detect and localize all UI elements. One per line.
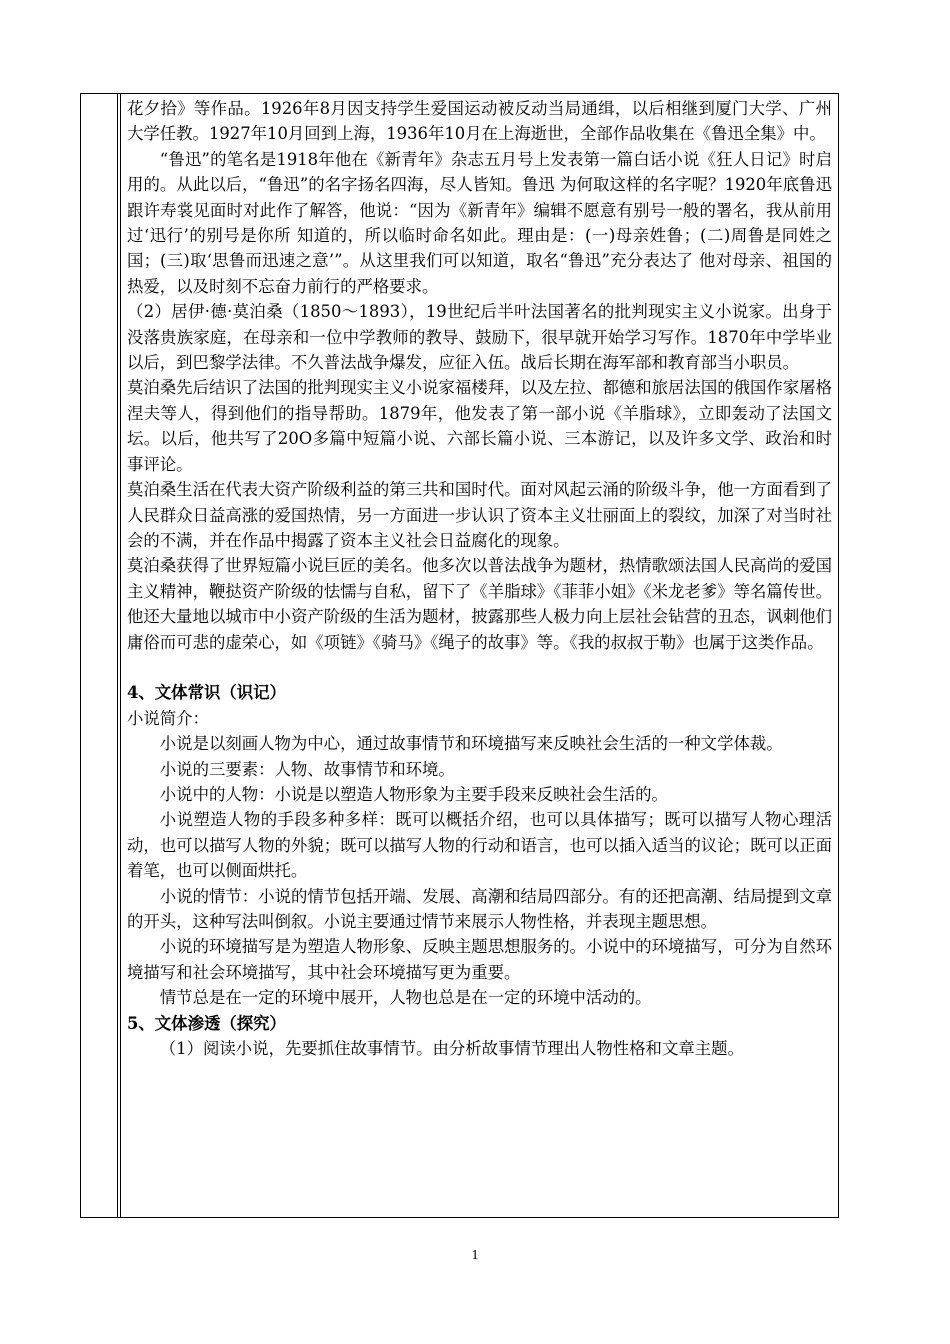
paragraph-maupassant-works: 莫泊桑获得了世界短篇小说巨匠的美名。他多次以普法战争为题材，热情歌颂法国人民高尚的爱国主义精神，鞭挞资产阶级的怯懦与自私，留下了《羊脂球》《菲菲小姐》《米龙老爹》等名篇传世。他还大量地以城市中小资产阶级的生活为题材，披露那些人极力向上层社会钻营的丑态，讽刺他们庸俗而可悲的虚荣心，如《项链》《骑马》《绳子的故事》等。《我的叔叔于勒》也属于这类作品。 xyxy=(127,556,832,652)
page-number: 1 xyxy=(471,1248,479,1263)
paragraph-three-elements: 小说的三要素：人物、故事情节和环境。 xyxy=(159,759,455,779)
section-heading-genre-knowledge: 4、文体常识（识记） xyxy=(127,683,286,703)
paragraph-novel-intro-label: 小说简介： xyxy=(127,708,209,728)
paragraph-pen-name-origin: “鲁迅”的笔名是1918年他在《新青年》杂志五月号上发表第一篇白话小说《狂人日记》时启用的。从此以后，“鲁迅”的名字扬名四海，尽人皆知。鲁迅 为何取这样的名字呢？1920年底鲁迅跟许寿裳见面时对此作了解答，他说：“因为《新青年》编辑不愿意有别号一般的署名，我从前用过‘迅行’的别号是你所 知道的，所以临时命名如此。理由是：(一)母亲姓鲁；(二)周鲁是同姓之国；(三)取‘思鲁而迅速之意’”。从这里我们可以知道，取名“鲁迅”充分表达了 他对母亲、祖国的热爱，以及时刻不忘奋力前行的严格要求。 xyxy=(127,149,832,296)
paragraph-environment: 小说的环境描写是为塑造人物形象、反映主题思想服务的。小说中的环境描写，可分为自然环境描写和社会环境描写，其中社会环境描写更为重要。 xyxy=(127,937,832,982)
paragraph-maupassant-bio: （2）居伊·德·莫泊桑（1850～1893），19世纪后半叶法国著名的批判现实主义小说家。出身于没落贵族家庭，在母亲和一位中学教师的教导、鼓励下，很早就开始学习写作。1870年中学毕业以后，到巴黎学法律。不久普法战争爆发，应征入伍。战后长期在海军部和教育部当小职员。 xyxy=(127,302,832,373)
paragraph-novel-definition: 小说是以刻画人物为中心，通过故事情节和环境描写来反映社会生活的一种文学体裁。 xyxy=(159,734,783,754)
paragraph-lu-xun-works: 花夕拾》等作品。1926年8月因支持学生爱国运动被反动当局通缉，以后相继到厦门大学、广州大学任教。1927年10月回到上海，1936年10月在上海逝世，全部作品收集在《鲁迅全集》中。 xyxy=(127,99,832,144)
blank-line xyxy=(127,655,832,680)
table-column-divider-double xyxy=(120,94,121,1217)
paragraph-reading-method: （1）阅读小说，先要抓住故事情节。由分析故事情节理出人物性格和文章主题。 xyxy=(159,1039,744,1059)
section-heading-genre-inquiry: 5、文体渗透（探究） xyxy=(127,1013,286,1033)
paragraph-characterization-methods: 小说塑造人物的手段多种多样：既可以概括介绍，也可以具体描写；既可以描写人物心理活动，也可以描写人物的外貌；既可以描写人物的行动和语言，也可以插入适当的议论；既可以正面着笔，也可以侧面烘托。 xyxy=(127,810,832,881)
document-body xyxy=(127,96,832,1061)
table-column-divider xyxy=(117,94,118,1217)
paragraph-plot-environment: 情节总是在一定的环境中展开，人物也总是在一定的环境中活动的。 xyxy=(159,988,652,1008)
paragraph-maupassant-era: 莫泊桑生活在代表大资产阶级利益的第三共和国时代。面对风起云涌的阶级斗争，他一方面看到了人民群众日益高涨的爱国热情，另一方面进一步认识了资本主义壮丽面上的裂纹，加深了对当时社会的不满，并在作品中揭露了资本主义社会日益腐化的现象。 xyxy=(127,480,832,550)
paragraph-plot: 小说的情节：小说的情节包括开端、发展、高潮和结局四部分。有的还把高潮、结局提到文章的开头，这种写法叫倒叙。小说主要通过情节来展示人物性格，并表现主题思想。 xyxy=(127,886,832,931)
paragraph-maupassant-career: 莫泊桑先后结识了法国的批判现实主义小说家福楼拜，以及左拉、都德和旅居法国的俄国作家屠格涅夫等人，得到他们的指导帮助。1879年，他发表了第一部小说《羊脂球》，立即轰动了法国文坛。以后，他共写了20O多篇中短篇小说、六部长篇小说、三本游记，以及许多文学、政治和时事评论。 xyxy=(127,378,832,474)
paragraph-characters: 小说中的人物：小说是以塑造人物形象为主要手段来反映社会生活的。 xyxy=(159,784,668,804)
